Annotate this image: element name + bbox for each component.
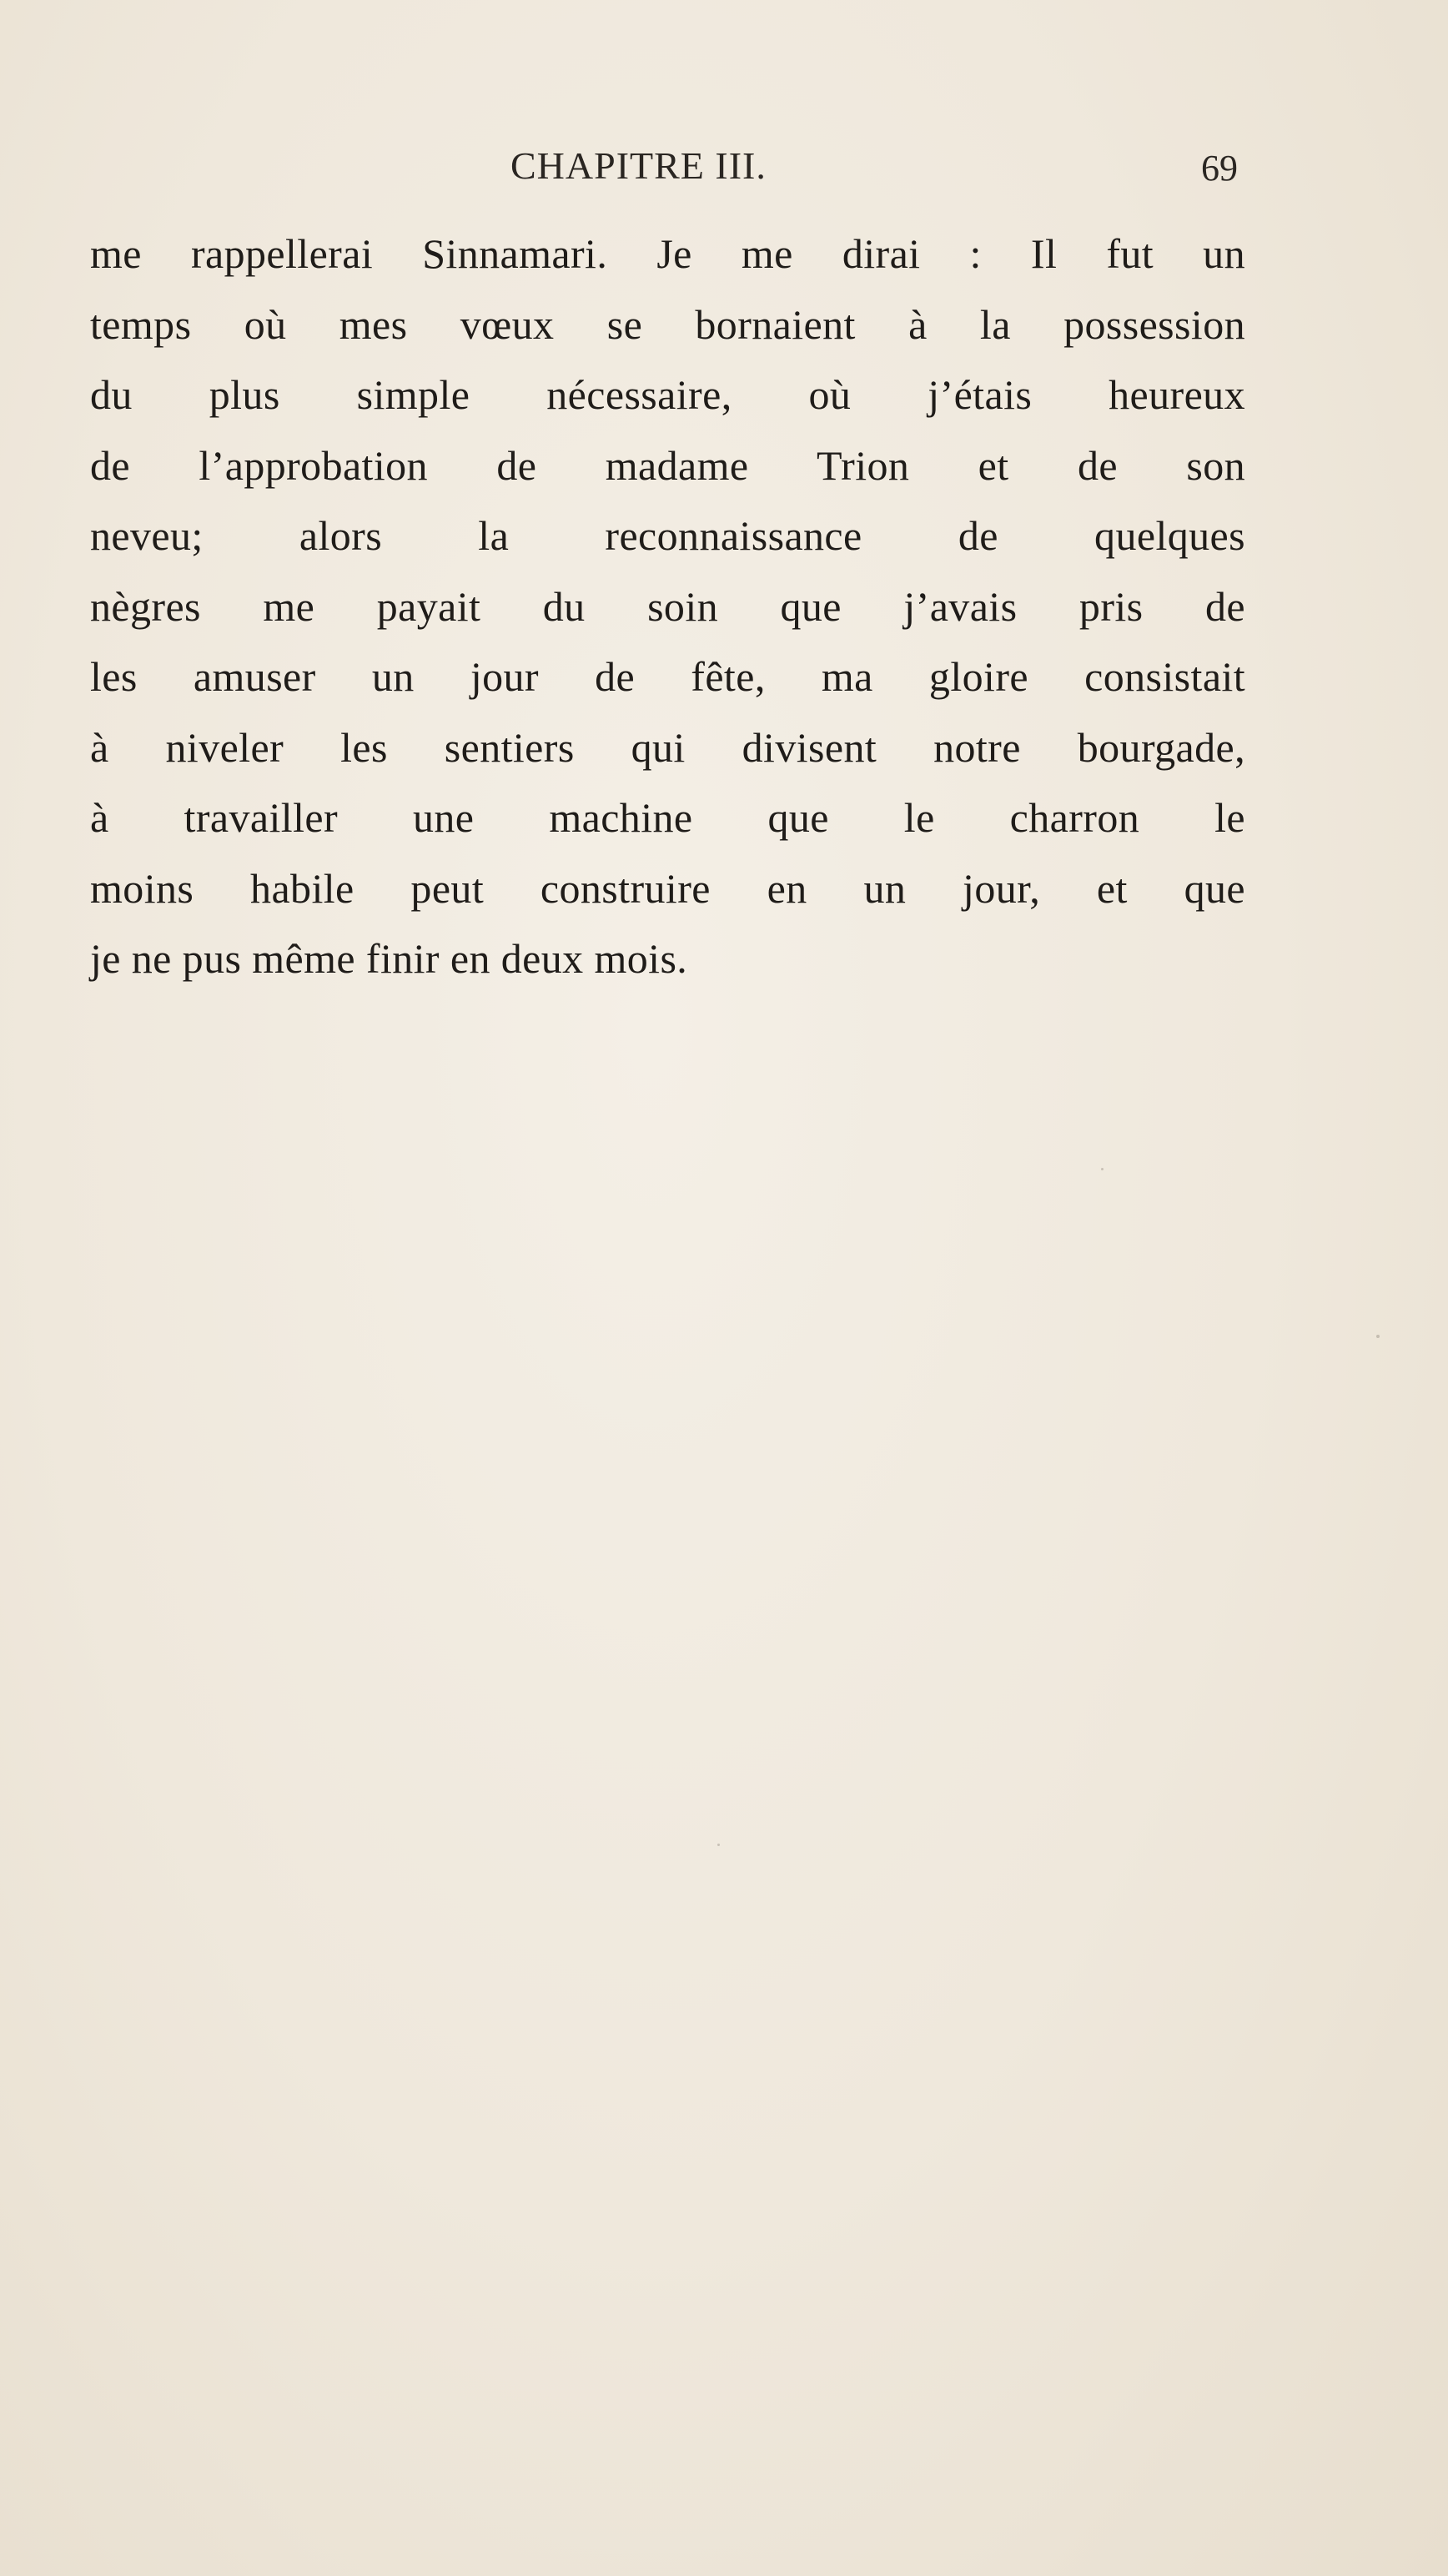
text-line: me rappellerai Sinnamari. Je me dirai : Il fut un [90, 230, 1245, 277]
body-text [90, 219, 1245, 994]
text-line: les amuser un jour de fête, ma gloire consistait [90, 653, 1245, 700]
text-line: à travailler une machine que le charron le [90, 794, 1245, 841]
text-line: à niveler les sentiers qui divisent notre bourgade, [90, 723, 1245, 771]
running-head: CHAPITRE III. [510, 144, 767, 187]
paper-speck [1101, 1168, 1104, 1170]
text-line: nègres me payait du soin que j’avais pris de [90, 582, 1245, 630]
text-line: temps où mes vœux se bornaient à la possession [90, 300, 1245, 348]
bleed-through-verso [209, 959, 1293, 1780]
page-header [0, 143, 1448, 202]
text-line-last: je ne pus même finir en deux mois. [90, 935, 688, 982]
page-number: 69 [1201, 148, 1238, 189]
paper-speck [1376, 1335, 1380, 1338]
text-line: du plus simple nécessaire, où j’étais heureux [90, 371, 1245, 418]
paper-speck [717, 1844, 720, 1846]
text-line: de l’approbation de madame Trion et de son [90, 441, 1245, 489]
text-line: neveu; alors la reconnaissance de quelques [90, 512, 1245, 559]
text-line: moins habile peut construire en un jour, et que [90, 864, 1245, 912]
